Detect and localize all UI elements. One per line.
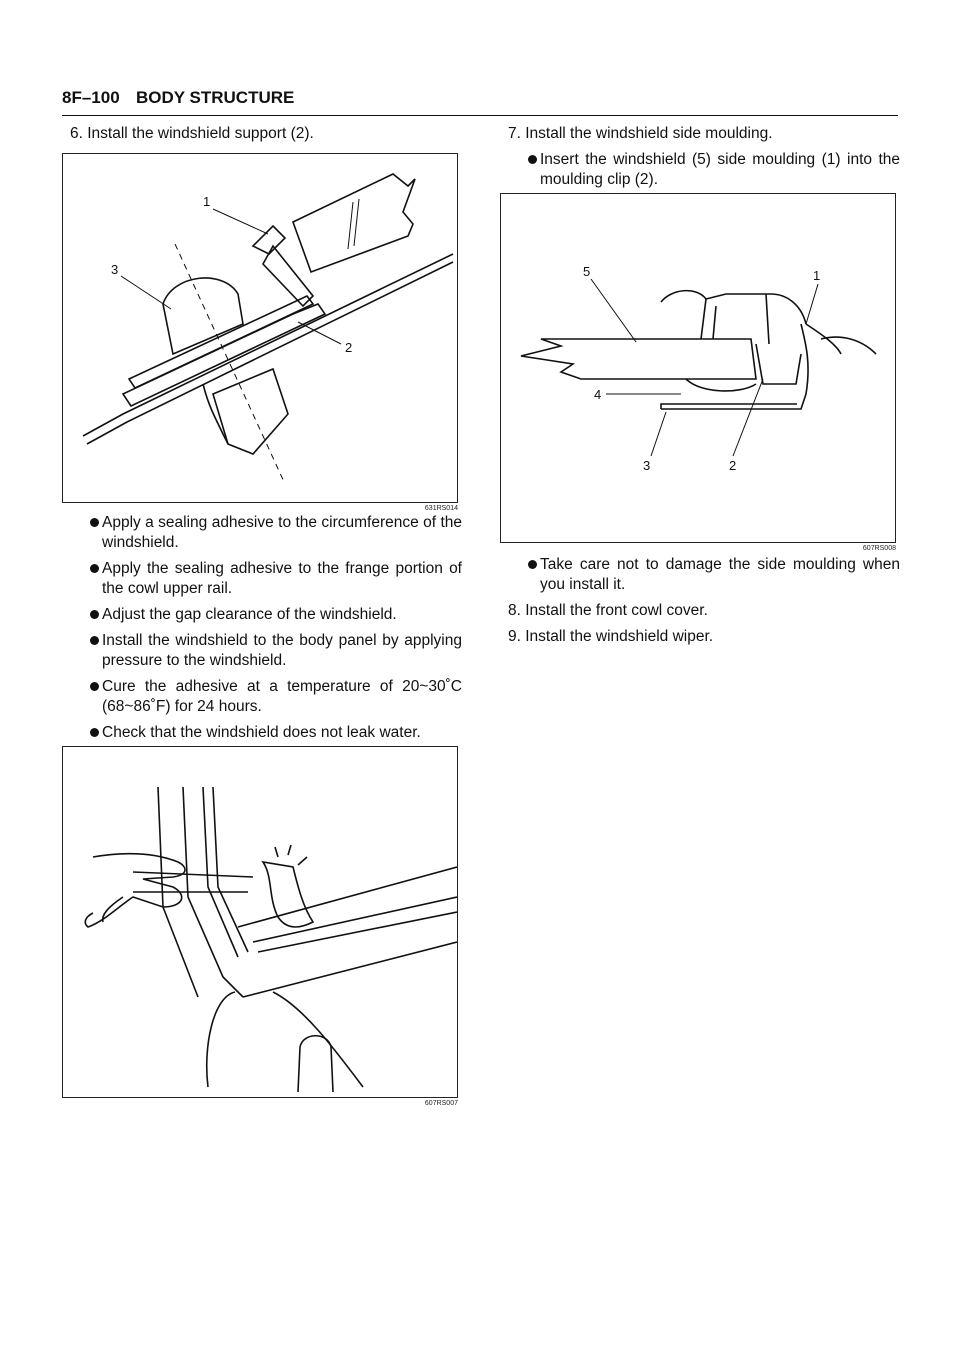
step-9: 9. Install the windshield wiper. [508, 628, 714, 645]
figure-windshield-support [62, 153, 458, 503]
figure-water-leak-test-drawing [63, 747, 457, 1097]
bullet-check-leak: Check that the windshield does not leak water. [62, 723, 462, 743]
bullet-dot [528, 155, 537, 164]
header-rule [62, 115, 898, 116]
bullet-cure-adhesive: Cure the adhesive at a temperature of 20~30˚C (68~86˚F) for 24 hours. [62, 677, 462, 717]
bullet-dot [528, 560, 537, 569]
bullet-dot [90, 636, 99, 645]
left-column-top [62, 124, 462, 150]
callout-3: 3 [643, 458, 651, 473]
bullet-take-care: Take care not to damage the side moulding when you install it. [500, 555, 900, 595]
callout-3: 3 [111, 262, 119, 277]
left-column-bullets [62, 513, 462, 749]
figure-code: 607RS008 [862, 545, 896, 552]
page-title: BODY STRUCTURE [136, 88, 295, 107]
figure-code: 631RS014 [424, 505, 458, 512]
bullet-dot [90, 518, 99, 527]
step-7: 7. Install the windshield side moulding. [508, 125, 773, 142]
page-code: 8F–100 [62, 88, 120, 107]
callout-1: 1 [813, 268, 821, 283]
bullet-install-windshield: Install the windshield to the body panel by applying pressure to the windshield. [62, 631, 462, 671]
bullet-dot [90, 728, 99, 737]
right-column-bottom [500, 555, 900, 653]
bullet-apply-adhesive-frange: Apply the sealing adhesive to the frange portion of the cowl upper rail. [62, 559, 462, 599]
callout-4: 4 [594, 387, 602, 402]
figure-side-moulding-drawing [501, 194, 895, 542]
callout-2: 2 [345, 340, 353, 355]
right-column-top [500, 124, 900, 196]
bullet-adjust-gap: Adjust the gap clearance of the windshield. [62, 605, 462, 625]
figure-side-moulding [500, 193, 896, 543]
bullet-apply-adhesive-circumference: Apply a sealing adhesive to the circumference of the windshield. [62, 513, 462, 553]
figure-code: 607RS007 [424, 1100, 458, 1107]
callout-5: 5 [583, 264, 591, 279]
step-8: 8. Install the front cowl cover. [508, 602, 708, 619]
figure-windshield-support-drawing [63, 154, 457, 502]
step-6: 6. Install the windshield support (2). [70, 125, 314, 142]
callout-1: 1 [203, 194, 211, 209]
bullet-dot [90, 610, 99, 619]
callout-2: 2 [729, 458, 737, 473]
figure-water-leak-test [62, 746, 458, 1098]
bullet-dot [90, 564, 99, 573]
bullet-dot [90, 682, 99, 691]
bullet-insert-moulding: Insert the windshield (5) side moulding (1) into the moulding clip (2). [500, 150, 900, 190]
